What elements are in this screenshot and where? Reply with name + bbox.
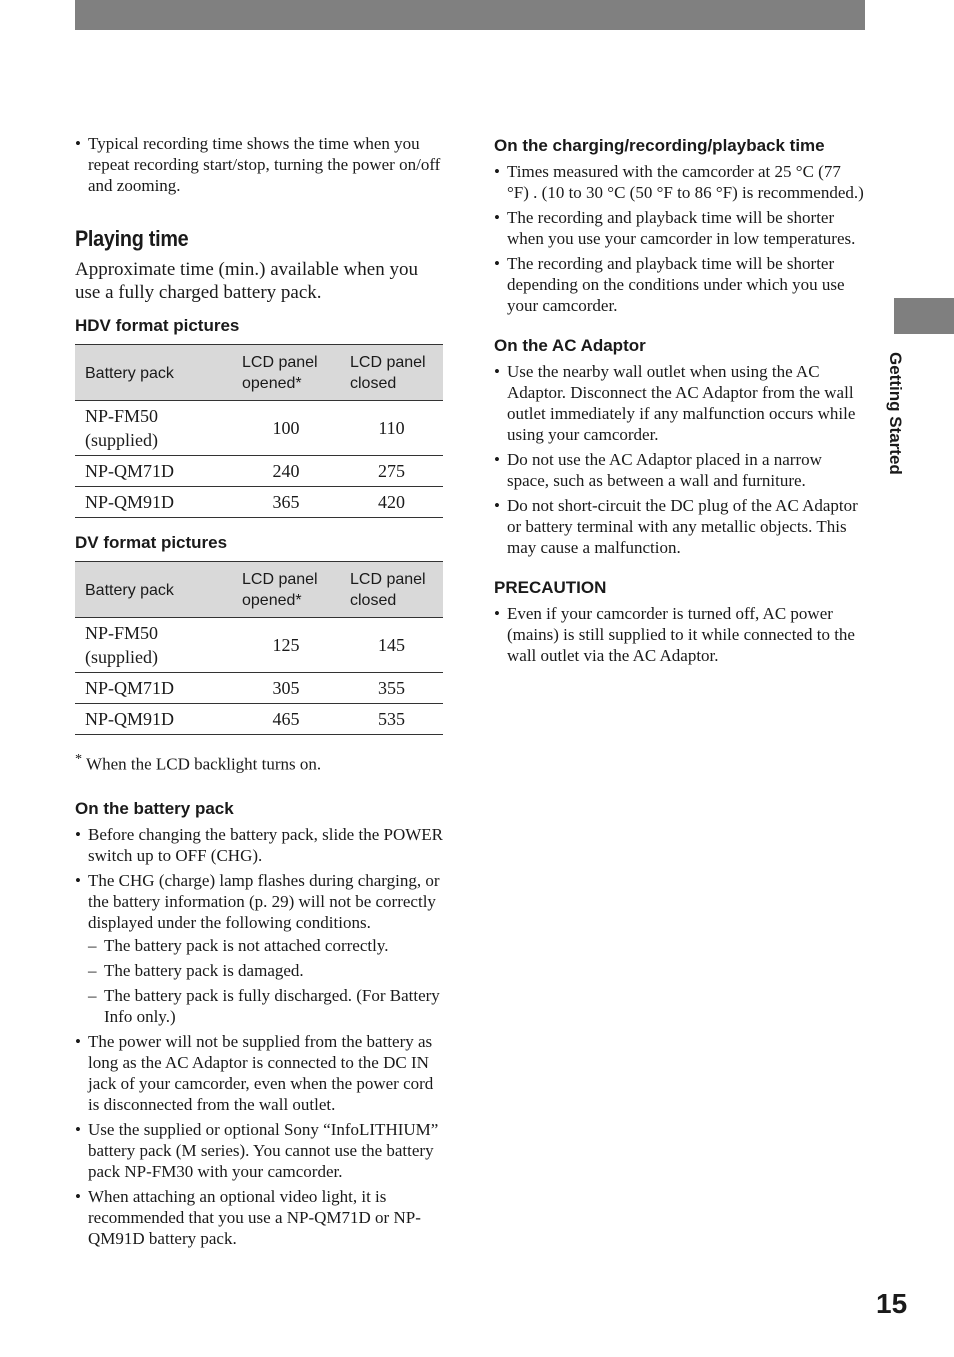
column-header-lcd-opened: LCD panel opened* <box>232 345 340 401</box>
cell-opened: 365 <box>232 487 340 518</box>
table-row <box>75 487 443 518</box>
left-column <box>75 133 445 1253</box>
intro-bullets <box>75 133 445 196</box>
battery-bullets <box>75 824 445 1249</box>
cell-pack: NP-QM71D <box>75 456 232 487</box>
list-item: – The battery pack is damaged. <box>75 960 445 981</box>
precaution-bullets <box>494 603 866 666</box>
list-item: • When attaching an optional video light, it is recommended that you use a NP-QM71D or NP-QM91D battery pack. <box>75 1186 445 1249</box>
list-item: – The battery pack is not attached correctly. <box>75 935 445 956</box>
list-item: – The battery pack is fully discharged. (For Battery Info only.) <box>75 985 445 1027</box>
charging-bullets <box>494 161 866 316</box>
column-header-lcd-closed: LCD panel closed <box>340 562 443 618</box>
cell-opened: 465 <box>232 704 340 735</box>
table-row <box>75 704 443 735</box>
section-tab-label: Getting Started <box>886 352 905 475</box>
cell-opened: 125 <box>232 618 340 673</box>
table-header-row <box>75 562 443 618</box>
cell-closed: 420 <box>340 487 443 518</box>
subheading-dv: DV format pictures <box>75 533 228 552</box>
list-item: • Even if your camcorder is turned off, AC power (mains) is still supplied to it while connected to the wall outlet via the AC Adaptor. <box>494 603 866 666</box>
list-item-text: The CHG (charge) lamp flashes during charging, or the battery information (p. 29) will not be correctly displayed under the following conditions. <box>88 870 440 932</box>
column-header-lcd-opened: LCD panel opened* <box>232 562 340 618</box>
table-row <box>75 618 443 673</box>
cell-opened: 240 <box>232 456 340 487</box>
list-item: • Before changing the battery pack, slide the POWER switch up to OFF (CHG). <box>75 824 445 866</box>
right-column <box>494 133 866 670</box>
footnote-mark: * <box>75 751 83 767</box>
cell-closed: 355 <box>340 673 443 704</box>
cell-pack: NP-QM71D <box>75 673 232 704</box>
cell-opened: 100 <box>232 401 340 456</box>
list-item: • Do not short-circuit the DC plug of the AC Adaptor or battery terminal with any metallic objects. This may cause a malfunction. <box>494 495 866 558</box>
list-item: • Times measured with the camcorder at 25 °C (77 °F) . (10 to 30 °C (50 °F to 86 °F) is recommended.) <box>494 161 866 203</box>
page-number: 15 <box>876 1288 908 1319</box>
list-item: • The recording and playback time will be shorter depending on the conditions under which you use your camcorder. <box>494 253 866 316</box>
subheading-battery-pack: On the battery pack <box>75 798 234 818</box>
footnote <box>75 749 445 775</box>
cell-closed: 110 <box>340 401 443 456</box>
dv-table <box>75 561 443 735</box>
list-item: • The recording and playback time will be shorter when you use your camcorder in low temperatures. <box>494 207 866 249</box>
cell-opened: 305 <box>232 673 340 704</box>
cell-pack: NP-QM91D <box>75 487 232 518</box>
table-row <box>75 673 443 704</box>
subheading-ac-adaptor: On the AC Adaptor <box>494 336 646 355</box>
cell-closed: 145 <box>340 618 443 673</box>
table-row <box>75 401 443 456</box>
section-tab-marker <box>894 298 954 334</box>
column-header-battery-pack: Battery pack <box>75 562 232 618</box>
playing-time-intro: Approximate time (min.) available when you use a fully charged battery pack. <box>75 259 418 303</box>
condition-list <box>75 935 445 1027</box>
subheading-charging-time: On the charging/recording/playback time <box>494 136 825 155</box>
section-heading-playing-time: Playing time <box>75 226 189 251</box>
table-row <box>75 456 443 487</box>
list-item: • Use the nearby wall outlet when using the AC Adaptor. Disconnect the AC Adaptor from the wall outlet immediately if any malfunction occurs while using your camcorder. <box>494 361 866 445</box>
hdv-table <box>75 344 443 518</box>
subheading-precaution: PRECAUTION <box>494 578 607 597</box>
ac-bullets <box>494 361 866 558</box>
cell-closed: 275 <box>340 456 443 487</box>
list-item: • Do not use the AC Adaptor placed in a narrow space, such as between a wall and furniture. <box>494 449 866 491</box>
cell-closed: 535 <box>340 704 443 735</box>
footnote-text: When the LCD backlight turns on. <box>86 754 322 774</box>
cell-pack: NP-FM50 (supplied) <box>75 401 232 456</box>
cell-pack: NP-QM91D <box>75 704 232 735</box>
list-item: • Use the supplied or optional Sony “InfoLITHIUM” battery pack (M series). You cannot use the battery pack NP-FM30 with your camcorder. <box>75 1119 445 1182</box>
list-item: • The power will not be supplied from the battery as long as the AC Adaptor is connected to the DC IN jack of your camcorder, even when the power cord is disconnected from the wall outlet. <box>75 1031 445 1115</box>
column-header-battery-pack: Battery pack <box>75 345 232 401</box>
header-bar <box>75 0 865 30</box>
subheading-hdv: HDV format pictures <box>75 316 240 335</box>
table-header-row <box>75 345 443 401</box>
cell-pack: NP-FM50 (supplied) <box>75 618 232 673</box>
list-item: • Typical recording time shows the time when you repeat recording start/stop, turning the power on/off and zooming. <box>75 133 445 196</box>
column-header-lcd-closed: LCD panel closed <box>340 345 443 401</box>
list-item <box>75 870 445 1027</box>
